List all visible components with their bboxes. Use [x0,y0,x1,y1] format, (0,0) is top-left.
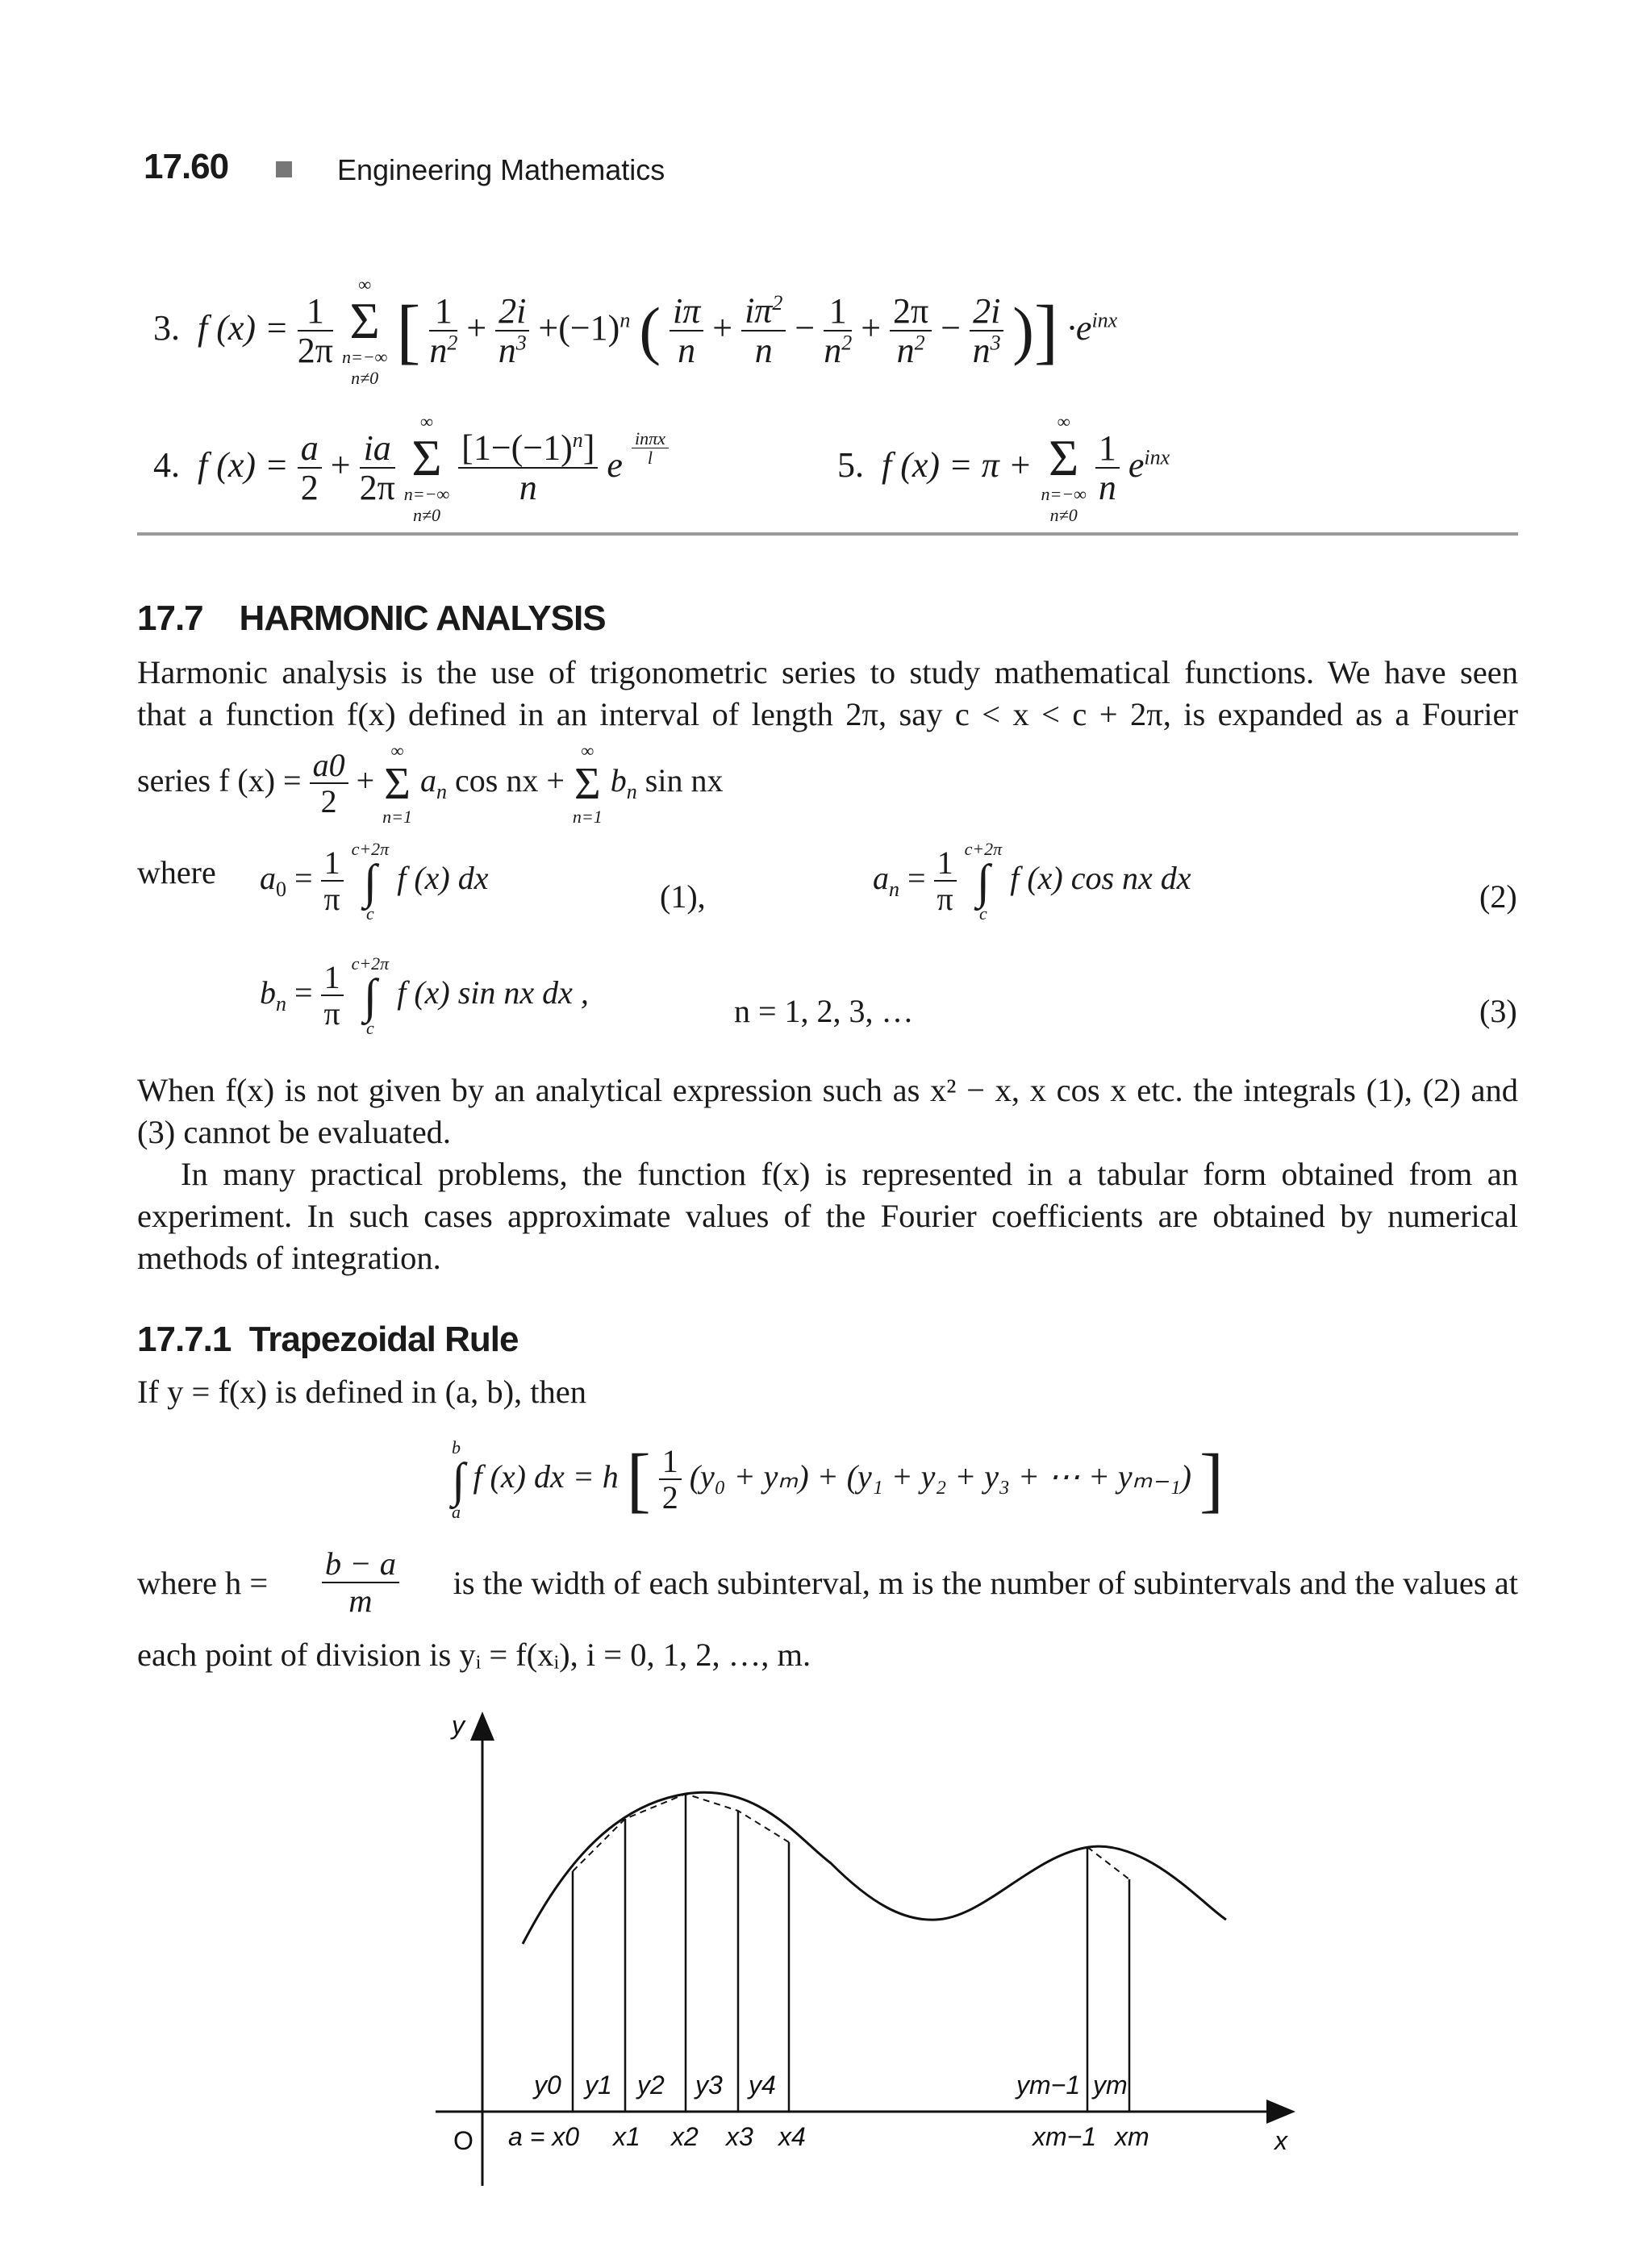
label-ym-1: ym−1 [1016,2070,1081,2100]
answer-3-sum-lower1: n=−∞ [341,347,388,367]
section-heading [137,598,606,639]
last-line: each point of division is yᵢ = f(xᵢ), i = 0, 1, 2, …, m. [137,1637,811,1673]
series-term2: b [610,762,627,799]
answer-5-sigma-icon: Σ [1049,429,1079,486]
para2-line2: (3) cannot be evaluated. [137,1114,452,1150]
series-term1-sub: n [436,780,448,804]
subsection-heading [137,1320,518,1360]
para2-line1: When f(x) is not given by an analytical expression such as x² − x, x cos x etc. the integrals (1), (2) and [137,1072,1518,1108]
label-x3: x3 [726,2122,753,2151]
answer-3-u3-num: 1 [824,293,852,332]
answer-4-sigma-icon: Σ [411,429,442,486]
answer-3-u2-den: n [754,331,773,371]
eq2-coef-num: 1 [934,846,957,882]
answer-3-u1-den: n [678,330,696,370]
rule-lower: a [452,1502,461,1522]
answer-4-sum-upper: ∞ [420,411,433,432]
equation-3: $b_n$ = $\frac{1}{\pi}$ c+2π ∫ c f (x) sin nx dx , [260,953,589,1038]
h-num: b − a [322,1547,399,1583]
answer-3-u4-num: 2π [890,293,932,332]
answer-4-t3-num: [1−(−1) [461,428,573,469]
subsection-number: 17.7.1 [137,1320,232,1359]
answer-4-t3-num-exp: n [572,428,583,452]
trapezoid-chord-right [1087,1847,1129,1879]
answer-5-label: 5. [837,445,864,486]
where-h-suffix: is the width of each subinterval, m is the number of subintervals and the values at [453,1564,1518,1601]
series-a0-num: a0 [310,749,348,784]
eq2-coef-den: π [937,881,953,917]
series-sum2-lower: n=1 [572,807,603,827]
rule-half-den: 2 [661,1479,678,1516]
answer-5-tail-exp: inx [1144,445,1170,469]
eq1-tag: (1), [660,878,706,915]
series-sum2-sigma-icon: Σ [574,759,601,809]
answer-4-sum-lower1: n=−∞ [403,484,450,504]
label-xm: xm [1115,2122,1149,2151]
x-axis-label: x [1274,2126,1287,2155]
eq2-tag: (2) [1479,878,1517,915]
answer-3-t2-den: n [498,330,516,370]
answer-3-sign-term: +(−1) [538,308,620,348]
eq3-int-upper: c+2π [351,953,390,974]
answer-3-t1-den: n [429,330,448,370]
answer-3-u2-num: iπ [745,291,773,332]
page-number: 17.60 [144,147,229,186]
rule-lhs: f (x) dx = h [473,1458,619,1495]
answer-5-sum-lower1: n=−∞ [1041,484,1087,504]
answer-5 [837,411,1170,526]
trapezoidal-formula: b ∫ a f (x) dx = h [ $\frac{1}{2}$ (y₀ + yₘ) + (y₁ + y₂ + y₃ + ⋯ + yₘ₋₁) ] [452,1437,1224,1522]
answer-5-tail: e [1128,445,1145,486]
where-h-line [137,1547,1518,1619]
label-y4: y4 [749,2070,776,2100]
label-x2: x2 [671,2122,699,2151]
answer-4-lhs: f (x) = [198,445,289,486]
para3-line2: experiment. In such cases approximate values of the Fourier coefficients are obtained by numerical [137,1198,1518,1234]
book-title: Engineering Mathematics [337,153,665,186]
series-sum2-upper: ∞ [581,740,594,761]
eq2-body: f (x) cos nx dx [1010,860,1191,897]
answer-3-t2-exp: 3 [515,331,527,355]
para1-line1: Harmonic analysis is the use of trigonometric series to study mathematical functions. We have seen [137,654,1518,690]
eq1-integral-icon: ∫ [363,855,378,908]
eq3-tag: (3) [1479,993,1517,1029]
para3-line3: methods of integration. [137,1240,441,1276]
equation-1: $a_0$ = $\frac{1}{\pi}$ c+2π ∫ c f (x) dx [260,839,489,924]
origin-label: O [453,2126,473,2155]
answer-4-t3-den: n [519,468,537,508]
where-label: where [137,854,216,890]
answer-5-t-num: 1 [1095,430,1120,469]
eq1-int-lower: c [366,903,374,924]
eq3-integral-icon: ∫ [363,970,378,1023]
label-xm-1: xm−1 [1032,2122,1097,2151]
subsection-title: Trapezoidal Rule [248,1320,519,1359]
answer-5-t-den: n [1098,467,1116,507]
section-title: HARMONIC ANALYSIS [239,598,606,638]
eq2-integral-icon: ∫ [976,855,991,908]
series-term1: a [420,762,437,799]
answer-3-sum-lower2: n≠0 [351,368,379,388]
where-h-prefix: where h = [137,1564,269,1601]
answer-4-t1-den: 2 [300,467,319,507]
series-sum1-sigma-icon: Σ [384,759,411,809]
rule-half-num: 1 [659,1445,682,1480]
answer-3-lhs: f (x) = [198,308,289,348]
answer-3-t1-exp: 2 [447,331,458,355]
y-axis-label: y [452,1711,465,1740]
label-x0: a = x0 [508,2122,580,2151]
eq1-int-upper: c+2π [351,839,390,859]
answer-4-tail-exp-den: l [647,448,653,469]
section-paragraph-2 [137,1070,1518,1279]
answer-5-lhs: f (x) = π + [882,445,1032,486]
h-den: m [348,1582,373,1619]
series-sum1-lower: n=1 [382,807,413,827]
series-term2-sub: n [626,780,637,804]
series-sum1-upper: ∞ [390,740,404,761]
rule-integral-icon: ∫ [452,1453,465,1507]
eq2-lhs: a [873,860,889,897]
equation-2: $a_n$ = $\frac{1}{\pi}$ c+2π ∫ c f (x) cos nx dx [873,839,1191,924]
answer-4-t2-den: 2π [359,467,395,507]
label-x4: x4 [778,2122,806,2151]
subsection-intro: If y = f(x) is defined in (a, b), then [137,1374,587,1410]
label-ym: ym [1093,2070,1128,2100]
answer-4-t1-num: a [298,430,322,469]
answer-5-sum-upper: ∞ [1057,411,1070,432]
answer-5-sum-lower2: n≠0 [1049,505,1078,525]
rule-upper: b [452,1437,461,1457]
eq1-body: f (x) dx [397,860,489,897]
answer-4-tail: e [607,445,623,486]
answer-3-tail: ·e [1066,308,1092,348]
answer-3-t2-num: 2i [495,293,529,332]
para3-line1: In many practical problems, the function f(x) is represented in a tabular form obtained from an [181,1156,1518,1192]
label-y1: y1 [585,2070,612,2100]
eq3-int-lower: c [366,1018,374,1038]
eq1-lhs: a [260,860,276,897]
series-prefix: series f (x) = [137,762,302,799]
answer-4-sum-lower2: n≠0 [412,505,441,525]
answer-3: 3. f (x) = $\frac{1}{2\pi}$ ∞ Σ n=−∞ n≠0 [ $\frac{1}{n^2}$ + $\frac{2i}{n^3}$ $+(-1)^n$ ( $\frac{i\pi}{n}$ + $\frac{i\pi^2}{n}$ − $\frac{1}{n^2}$ + $\frac{2\pi}{n^2}$ − $\frac{2i}{n^3}$ )] $\cdot e^{inx}$ [153,274,1118,388]
answer-3-coef-num: 1 [298,293,333,332]
answer-3-label: 3. [153,308,180,348]
answer-3-u5-num: 2i [970,293,1003,332]
answer-3-coef-den: 2π [297,330,333,370]
eq3-coef-num: 1 [321,961,344,996]
answer-4: 4. f (x) = $\frac{a}{2}$ + $\frac{ia}{2\pi}$ ∞ Σ n=−∞ n≠0 $\frac{[1-(-1)^n]}{n}$ e $\frac{\text{inπx}}{l}$ [153,411,669,526]
eq1-sub: 0 [276,878,286,902]
label-x1: x1 [613,2122,640,2151]
section-divider [137,532,1518,536]
eq3-coef-den: π [323,995,340,1032]
answer-3-sum-upper: ∞ [358,274,371,294]
eq2-int-upper: c+2π [964,839,1003,859]
answer-4-tail-exp-num: inπx [632,429,669,448]
series-formula: series f (x) = $\frac{a0}{2}$ + ∞ Σ n=1 $a_n$ cos nx + ∞ Σ n=1 $b_n$ sin nx [137,740,724,827]
series-term2-rest: sin nx [645,762,724,799]
section-number: 17.7 [137,598,203,638]
answer-3-tail-exp: inx [1091,308,1118,332]
eq1-coef-num: 1 [321,846,344,882]
eq3-lhs: b [260,974,276,1011]
function-curve [523,1792,1226,1944]
answer-3-u4-den: n [896,330,915,370]
label-y0: y0 [534,2070,561,2100]
rule-rhs: (y₀ + yₘ) + (y₁ + y₂ + y₃ + ⋯ + yₘ₋₁) [689,1458,1191,1495]
series-term1-rest: cos nx + [455,762,565,799]
answer-3-u3-den: n [824,330,842,370]
series-a0-den: 2 [320,783,337,819]
para1-line2: that a function f(x) defined in an interval of length 2π, say c < x < c + 2π, is expanded as a Fourier [137,696,1518,732]
answer-4-label: 4. [153,445,180,486]
eq3-n-range: n = 1, 2, 3, … [734,993,914,1029]
eq2-int-lower: c [979,903,987,924]
answer-3-u1-num: iπ [670,293,703,332]
trapezoid-figure [419,1694,1323,2210]
answer-3-t1-num: 1 [429,293,457,332]
answer-3-sigma-icon: Σ [349,292,380,349]
eq3-body: f (x) sin nx dx , [397,974,589,1011]
header-square-icon [276,161,292,177]
label-y2: y2 [637,2070,665,2100]
section-paragraph-1 [137,652,1518,736]
label-y3: y3 [695,2070,723,2100]
eq3-sub: n [276,992,286,1016]
eq2-sub: n [889,878,899,902]
answer-4-t2-num: ia [360,430,395,469]
eq1-coef-den: π [323,881,340,917]
answer-3-u5-den: n [972,330,991,370]
answer-3-sign-exp: n [620,308,631,332]
